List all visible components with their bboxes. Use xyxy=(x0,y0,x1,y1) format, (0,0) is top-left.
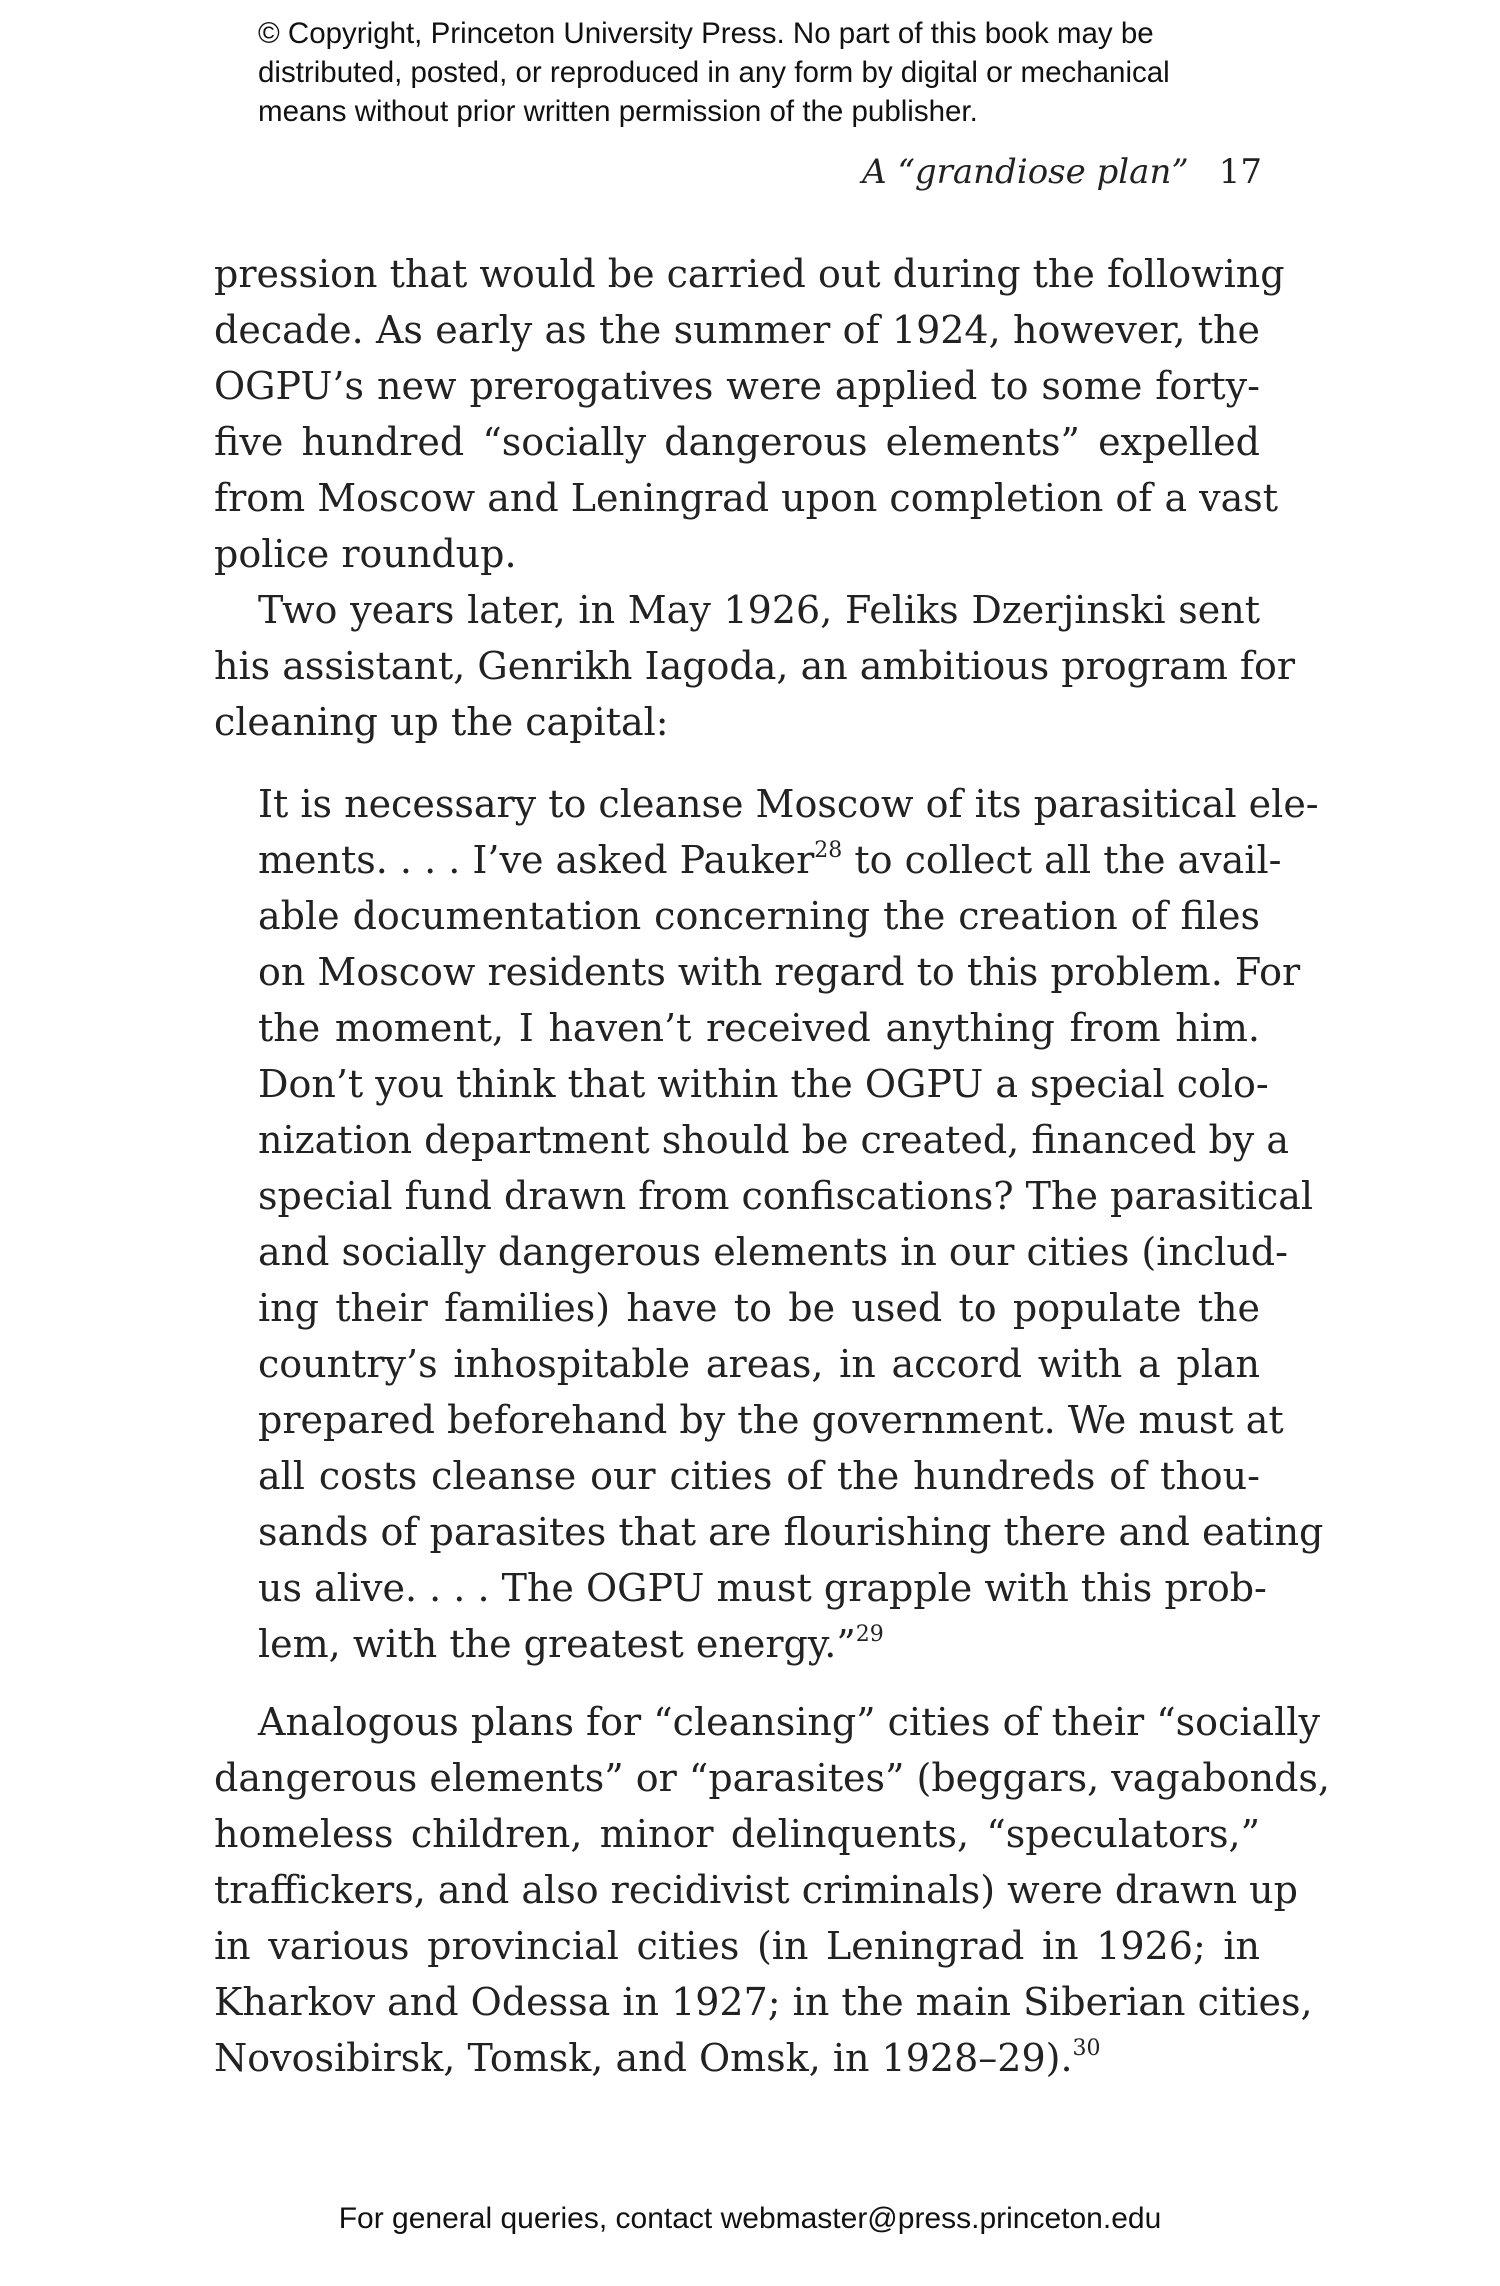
block-quote xyxy=(258,776,1324,1672)
copyright-line: © Copyright, Princeton University Press. No part of this book may be xyxy=(258,17,1154,50)
text-line: pression that would be carried out during the following xyxy=(214,252,1285,296)
quote-line: sands of parasites that are flourishing there and eating xyxy=(258,1510,1324,1554)
footnote-marker-28: 28 xyxy=(814,838,843,863)
quote-text: lem, with the greatest energy.” xyxy=(258,1622,856,1666)
running-head xyxy=(862,152,1262,192)
quote-line: and socially dangerous elements in our cities (includ- xyxy=(258,1230,1288,1274)
text-line: OGPU’s new prerogatives were applied to some forty- xyxy=(214,364,1260,408)
running-head-title: A “grandiose plan” xyxy=(862,152,1189,192)
text-line: Two years later, in May 1926, Feliks Dzerjinski sent xyxy=(258,588,1260,632)
quote-line: Don’t you think that within the OGPU a special colo- xyxy=(258,1062,1269,1106)
text-line: traffickers, and also recidivist criminals) were drawn up xyxy=(214,1868,1298,1912)
text-line: homeless children, minor delinquents, “speculators,” xyxy=(214,1812,1260,1856)
text-line: cleaning up the capital: xyxy=(214,700,669,744)
text-line: in various provincial cities (in Leningrad in 1926; in xyxy=(214,1924,1260,1968)
paragraph-1 xyxy=(214,246,1285,582)
text-line xyxy=(214,2030,1260,2086)
text-line: Kharkov and Odessa in 1927; in the main Siberian cities, xyxy=(214,1980,1313,2024)
copyright-line: means without prior written permission of the publisher. xyxy=(258,95,978,128)
text-line: from Moscow and Leningrad upon completion of a vast xyxy=(214,476,1279,520)
quote-text: to collect all the avail- xyxy=(842,838,1282,882)
quote-line xyxy=(258,832,1282,888)
page-number: 17 xyxy=(1218,152,1262,192)
quote-text: ments. . . . I’ve asked Pauker xyxy=(258,838,815,882)
text-line: police roundup. xyxy=(214,532,517,576)
paragraph-3 xyxy=(214,1694,1330,2086)
footnote-marker-29: 29 xyxy=(855,1622,884,1647)
text-line: decade. As early as the summer of 1924, however, the xyxy=(214,308,1260,352)
quote-line: It is necessary to cleanse Moscow of its parasitical ele- xyxy=(258,782,1319,826)
footnote-marker-30: 30 xyxy=(1072,2036,1101,2061)
footer-contact: For general queries, contact webmaster@press.princeton.edu xyxy=(338,2202,1162,2235)
quote-line xyxy=(258,1616,1260,1672)
text-line: Analogous plans for “cleansing” cities of their “socially xyxy=(258,1700,1320,1744)
text-line: dangerous elements” or “parasites” (beggars, vagabonds, xyxy=(214,1756,1330,1800)
quote-line: all costs cleanse our cities of the hundreds of thou- xyxy=(258,1454,1260,1498)
text-line: his assistant, Genrikh Iagoda, an ambitious program for xyxy=(214,644,1296,688)
quote-line: prepared beforehand by the government. We must at xyxy=(258,1398,1284,1442)
paragraph-text: Novosibirsk, Tomsk, and Omsk, in 1928–29). xyxy=(214,2036,1073,2080)
paragraph-2 xyxy=(214,582,1296,750)
text-line: five hundred “socially dangerous elements” expelled xyxy=(214,420,1260,464)
quote-line: the moment, I haven’t received anything from him. xyxy=(258,1006,1260,1050)
quote-line: able documentation concerning the creation of files xyxy=(258,894,1260,938)
quote-line: on Moscow residents with regard to this problem. For xyxy=(258,950,1301,994)
quote-line: country’s inhospitable areas, in accord with a plan xyxy=(258,1342,1260,1386)
quote-line: us alive. . . . The OGPU must grapple with this prob- xyxy=(258,1566,1267,1610)
quote-line: special fund drawn from confiscations? The parasitical xyxy=(258,1174,1314,1218)
copyright-line: distributed, posted, or reproduced in any form by digital or mechanical xyxy=(258,56,1170,89)
quote-line: ing their families) have to be used to populate the xyxy=(258,1286,1260,1330)
quote-line: nization department should be created, financed by a xyxy=(258,1118,1289,1162)
copyright-notice xyxy=(258,14,1338,131)
